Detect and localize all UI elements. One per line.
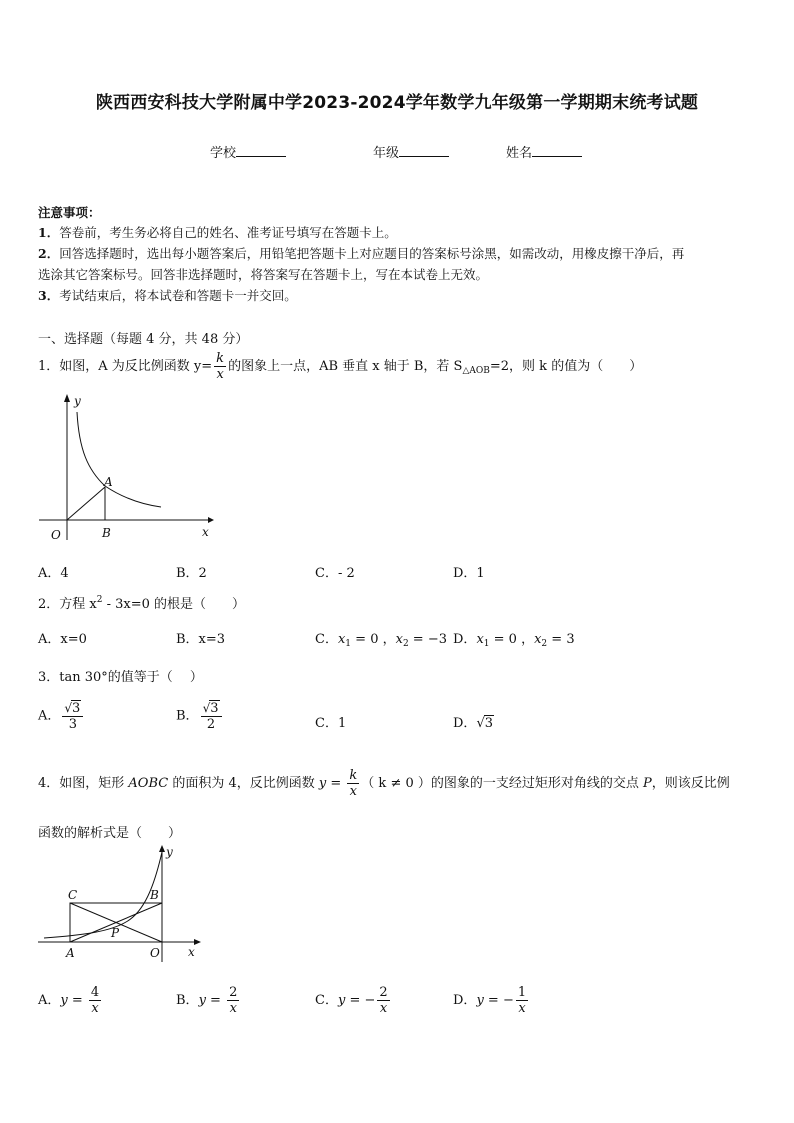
hyperbola-curve [44, 852, 162, 938]
segment-oa [67, 487, 105, 520]
notice-item-2: 2．回答选择题时，选出每小题答案后，用铅笔把答题卡上对应题目的答案标号涂黑，如需改动，用橡皮擦干净后，再 [38, 246, 685, 261]
q2-option-b[interactable]: B．x=3 [176, 632, 226, 647]
q4-option-d[interactable]: D．y = − $\frac{1}{x}$ [453, 985, 527, 1016]
label-p: P [111, 926, 120, 940]
q4-option-a[interactable]: A．y = $\frac{4}{x}$ [38, 985, 100, 1016]
notice-heading: 注意事项： [38, 205, 101, 220]
q3-option-d[interactable]: D．√3 [453, 716, 494, 731]
x-axis-arrow [194, 939, 201, 945]
y-axis-arrow [64, 394, 70, 402]
question-4-figure [36, 842, 211, 967]
name-blank [532, 144, 582, 157]
q4-option-c[interactable]: C．y = − $\frac{2}{x}$ [315, 985, 388, 1016]
label-b: B [102, 526, 111, 540]
label-b: B [150, 888, 159, 902]
q3-option-c[interactable]: C．1 [315, 716, 347, 731]
q1-option-d[interactable]: D．1 [453, 566, 485, 581]
name-field [506, 142, 582, 161]
q1-option-b[interactable]: B．2 [176, 566, 207, 581]
notice-item-1: 1．答卷前，考生务必将自己的姓名、准考证号填写在答题卡上。 [38, 225, 397, 240]
grade-label: 年级 [373, 146, 400, 161]
grade-field [373, 142, 449, 161]
label-a: A [104, 475, 113, 489]
label-y: y [166, 845, 173, 859]
label-o: O [51, 528, 61, 542]
q1-option-c[interactable]: C．- 2 [315, 566, 355, 581]
question-1-figure [36, 390, 216, 545]
school-field [210, 142, 286, 161]
question-4-stem: 4．如图，矩形 AOBC 的面积为 4，反比例函数 y = $\frac{k}{x}$ （ k ≠ 0 ）的图象的一支经过矩形对角线的交点 P，则该反比例 [38, 768, 730, 799]
notice-item-2-cont: 选涂其它答案标号。回答非选择题时，将答案写在答题卡上，写在本试卷上无效。 [38, 267, 489, 282]
school-blank [236, 144, 286, 157]
label-a: A [66, 946, 75, 960]
q4-option-b[interactable]: B．y = $\frac{2}{x}$ [176, 985, 238, 1016]
q3-option-b[interactable]: B． $\frac{√3}{2}$ [176, 700, 224, 732]
school-label: 学校 [210, 146, 237, 161]
question-1-stem: 1．如图，A 为反比例函数 y= $\frac{k}{x}$ 的图象上一点，AB 垂直 x 轴于 B，若 $S_{\triangle AOB}=2$，则 k 的值为（ ） [38, 351, 643, 382]
q1-option-a[interactable]: A．4 [38, 566, 69, 581]
grade-blank [399, 144, 449, 157]
section-heading: 一、选择题（每题 4 分，共 48 分） [38, 332, 249, 347]
page-title: 陕西西安科技大学附属中学2023-2024学年数学九年级第一学期期末统考试题 [95, 93, 699, 113]
question-2-stem: 2．方程 $x^2 - 3x=0$ 的根是（ ） [38, 595, 246, 612]
q2-option-d[interactable]: D．$x_1 = 0$ ，$x_2 = 3$ [453, 632, 575, 649]
label-c: C [68, 888, 78, 902]
label-x: x [202, 525, 209, 539]
label-o: O [150, 946, 160, 960]
label-x: x [188, 945, 195, 959]
question-3-stem: 3．tan 30°的值等于（ ） [38, 670, 203, 685]
q2-option-a[interactable]: A．x=0 [38, 632, 87, 647]
y-axis-arrow [159, 845, 165, 852]
q2-option-c[interactable]: C．$x_1 = 0$ ，$x_2 = -3$ [315, 632, 447, 649]
hyperbola-curve [77, 412, 161, 507]
x-axis-arrow [208, 517, 214, 523]
label-y: y [74, 394, 81, 408]
notice-item-3: 3．考试结束后，将本试卷和答题卡一并交回。 [38, 288, 297, 303]
question-4-stem-line2: 函数的解析式是（ ） [38, 826, 182, 841]
name-label: 姓名 [506, 146, 533, 161]
q3-option-a[interactable]: A． $\frac{√3}{3}$ [38, 700, 85, 732]
